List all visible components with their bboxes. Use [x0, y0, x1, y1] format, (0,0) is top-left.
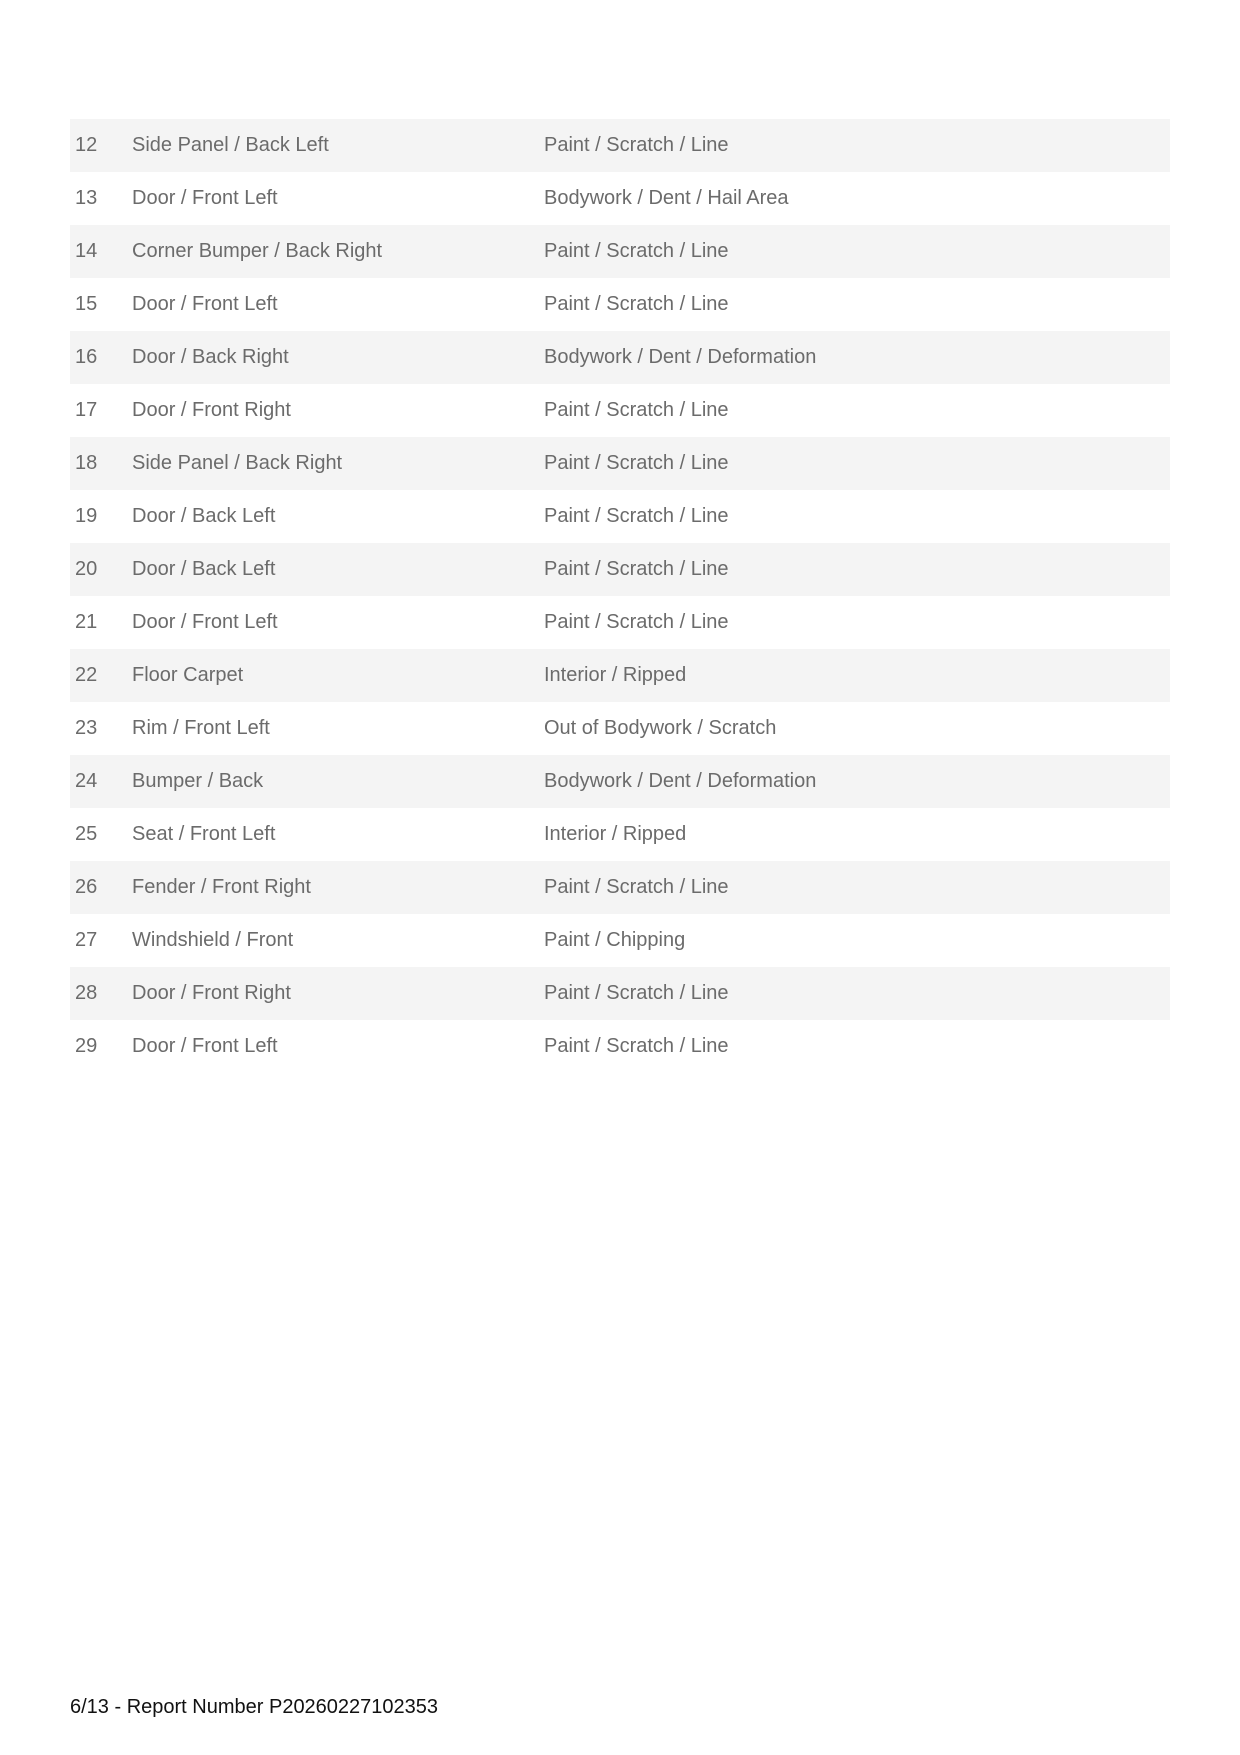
- table-row: [70, 755, 1170, 808]
- row-number: 21: [75, 611, 98, 633]
- part-cell: Door / Front Left: [132, 187, 278, 209]
- table-row: [70, 914, 1170, 967]
- part-cell: Windshield / Front: [132, 929, 294, 951]
- part-cell: Door / Front Left: [132, 1035, 278, 1057]
- row-number: 23: [75, 717, 98, 739]
- damage-cell: Paint / Scratch / Line: [544, 611, 729, 633]
- row-number: 13: [75, 187, 98, 209]
- damage-cell: Bodywork / Dent / Hail Area: [544, 187, 789, 209]
- part-cell: Door / Front Left: [132, 293, 278, 315]
- damage-cell: Paint / Scratch / Line: [544, 134, 729, 156]
- damage-cell: Paint / Scratch / Line: [544, 399, 729, 421]
- row-number: 17: [75, 399, 98, 421]
- row-number: 22: [75, 664, 98, 686]
- damage-cell: Paint / Scratch / Line: [544, 505, 729, 527]
- row-number: 12: [75, 134, 98, 156]
- damage-cell: Bodywork / Dent / Deformation: [544, 346, 817, 368]
- table-row: [70, 596, 1170, 649]
- part-cell: Rim / Front Left: [132, 717, 270, 739]
- table-row: [70, 649, 1170, 702]
- row-number: 18: [75, 452, 98, 474]
- part-cell: Side Panel / Back Right: [132, 452, 343, 474]
- row-number: 14: [75, 240, 98, 262]
- row-number: 19: [75, 505, 98, 527]
- row-number: 28: [75, 982, 98, 1004]
- part-cell: Side Panel / Back Left: [132, 134, 329, 156]
- damage-cell: Paint / Scratch / Line: [544, 293, 729, 315]
- part-cell: Floor Carpet: [132, 664, 244, 686]
- table-row: [70, 278, 1170, 331]
- damage-cell: Paint / Scratch / Line: [544, 240, 729, 262]
- table-row: [70, 808, 1170, 861]
- table-row: [70, 967, 1170, 1020]
- damage-cell: Paint / Scratch / Line: [544, 1035, 729, 1057]
- damage-cell: Interior / Ripped: [544, 664, 687, 686]
- part-cell: Fender / Front Right: [132, 876, 311, 898]
- damage-cell: Interior / Ripped: [544, 823, 687, 845]
- damage-cell: Paint / Scratch / Line: [544, 452, 729, 474]
- row-number: 16: [75, 346, 98, 368]
- table-row: [70, 1020, 1170, 1073]
- part-cell: Door / Front Right: [132, 982, 291, 1004]
- table-row: [70, 437, 1170, 490]
- row-number: 24: [75, 770, 98, 792]
- table-row: [70, 861, 1170, 914]
- damage-cell: Paint / Scratch / Line: [544, 982, 729, 1004]
- row-number: 26: [75, 876, 98, 898]
- row-number: 29: [75, 1035, 98, 1057]
- damage-cell: Paint / Scratch / Line: [544, 876, 729, 898]
- table-row: [70, 702, 1170, 755]
- table-row: [70, 172, 1170, 225]
- part-cell: Door / Front Left: [132, 611, 278, 633]
- part-cell: Door / Back Right: [132, 346, 289, 368]
- row-number: 27: [75, 929, 98, 951]
- table-row: [70, 225, 1170, 278]
- part-cell: Door / Back Left: [132, 558, 276, 580]
- damage-cell: Out of Bodywork / Scratch: [544, 717, 777, 739]
- table-row: [70, 384, 1170, 437]
- row-number: 25: [75, 823, 98, 845]
- part-cell: Door / Front Right: [132, 399, 291, 421]
- page-footer: 6/13 - Report Number P20260227102353: [70, 1696, 439, 1718]
- part-cell: Corner Bumper / Back Right: [132, 240, 383, 262]
- row-number: 15: [75, 293, 98, 315]
- table-row: [70, 331, 1170, 384]
- damage-cell: Paint / Scratch / Line: [544, 558, 729, 580]
- damage-table-body: [70, 119, 1170, 1073]
- row-number: 20: [75, 558, 98, 580]
- table-row: [70, 490, 1170, 543]
- part-cell: Seat / Front Left: [132, 823, 276, 845]
- part-cell: Bumper / Back: [132, 770, 264, 792]
- part-cell: Door / Back Left: [132, 505, 276, 527]
- damage-table: [70, 119, 1170, 1073]
- table-row: [70, 119, 1170, 172]
- table-row: [70, 543, 1170, 596]
- damage-cell: Paint / Chipping: [544, 929, 686, 951]
- damage-cell: Bodywork / Dent / Deformation: [544, 770, 817, 792]
